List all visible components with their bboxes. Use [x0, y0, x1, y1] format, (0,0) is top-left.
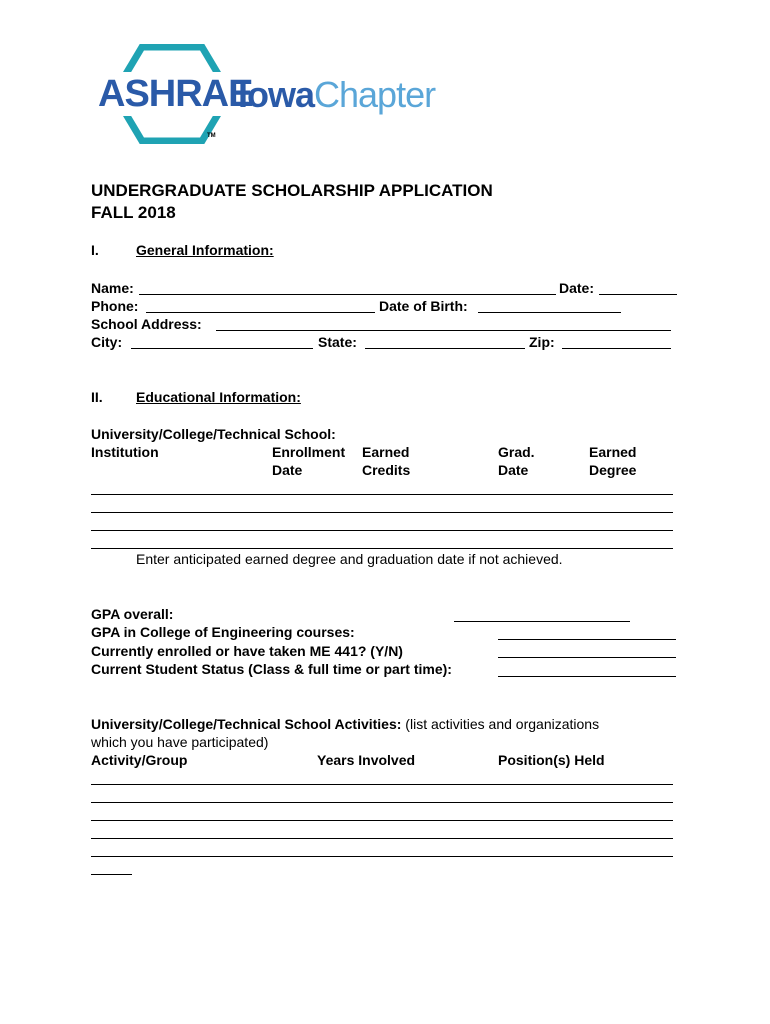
activities-heading-bold: University/College/Technical School Activities: [91, 716, 402, 732]
col-enrollment: Enrollment [272, 444, 346, 460]
section2-heading: Educational Information: [136, 389, 301, 405]
education-row-1[interactable] [91, 494, 673, 495]
activities-heading-line2: which you have participated) [91, 734, 269, 750]
logo-chapter-light: Chapter [314, 74, 436, 115]
activity-row-1[interactable] [91, 784, 673, 785]
col-earned-degree: Earned [589, 444, 637, 460]
name-field[interactable] [139, 294, 556, 295]
state-label: State: [318, 334, 357, 350]
logo-trademark: TM [207, 133, 216, 139]
ashrae-logo [92, 44, 436, 144]
col-grad: Grad. [498, 444, 535, 460]
col-positions-held: Position(s) Held [498, 752, 605, 768]
gpa-engineering-field[interactable] [498, 639, 676, 640]
gpa-engineering-label: GPA in College of Engineering courses: [91, 624, 355, 640]
phone-field[interactable] [146, 312, 375, 313]
dob-label: Date of Birth: [379, 298, 468, 314]
activities-heading-normal: (list activities and organizations [401, 716, 600, 732]
form-title: UNDERGRADUATE SCHOLARSHIP APPLICATION [91, 181, 493, 200]
form-subtitle: FALL 2018 [91, 203, 176, 222]
logo-brand-text: ASHRAE [98, 73, 253, 115]
dob-field[interactable] [478, 312, 621, 313]
address-label: School Address: [91, 316, 202, 332]
gpa-overall-label: GPA overall: [91, 606, 174, 622]
col-years-involved: Years Involved [317, 752, 416, 768]
me441-label: Currently enrolled or have taken ME 441? (Y/N) [91, 643, 403, 659]
activity-row-4[interactable] [91, 838, 673, 839]
phone-label: Phone: [91, 298, 139, 314]
education-note: Enter anticipated earned degree and graduation date if not achieved. [136, 551, 563, 567]
student-status-label: Current Student Status (Class & full time or part time): [91, 661, 452, 677]
activity-row-2[interactable] [91, 802, 673, 803]
zip-field[interactable] [562, 348, 671, 349]
section1-number: I. [91, 242, 99, 258]
col-earned-credits-sub: Credits [362, 462, 411, 478]
zip-label: Zip: [529, 334, 555, 350]
city-field[interactable] [131, 348, 313, 349]
student-status-field[interactable] [498, 676, 676, 677]
activities-heading [91, 715, 599, 733]
date-field[interactable] [599, 294, 677, 295]
section1-heading: General Information: [136, 242, 274, 258]
education-row-2[interactable] [91, 512, 673, 513]
logo-chapter-bold: Iowa [238, 74, 315, 115]
date-label: Date: [559, 280, 595, 296]
col-activity-group: Activity/Group [91, 752, 188, 768]
school-label: University/College/Technical School: [91, 426, 336, 442]
col-grad-sub: Date [498, 462, 529, 478]
me441-field[interactable] [498, 657, 676, 658]
activity-row-3[interactable] [91, 820, 673, 821]
city-label: City: [91, 334, 123, 350]
section2-number: II. [91, 389, 103, 405]
gpa-overall-field[interactable] [454, 621, 630, 622]
education-row-3[interactable] [91, 530, 673, 531]
col-institution: Institution [91, 444, 159, 460]
activity-row-5[interactable] [91, 856, 673, 857]
address-field[interactable] [216, 330, 671, 331]
state-field[interactable] [365, 348, 525, 349]
col-earned-credits: Earned [362, 444, 410, 460]
education-row-4[interactable] [91, 548, 673, 549]
name-label: Name: [91, 280, 134, 296]
col-earned-degree-sub: Degree [589, 462, 637, 478]
col-enrollment-sub: Date [272, 462, 303, 478]
activity-row-6[interactable] [91, 874, 132, 875]
